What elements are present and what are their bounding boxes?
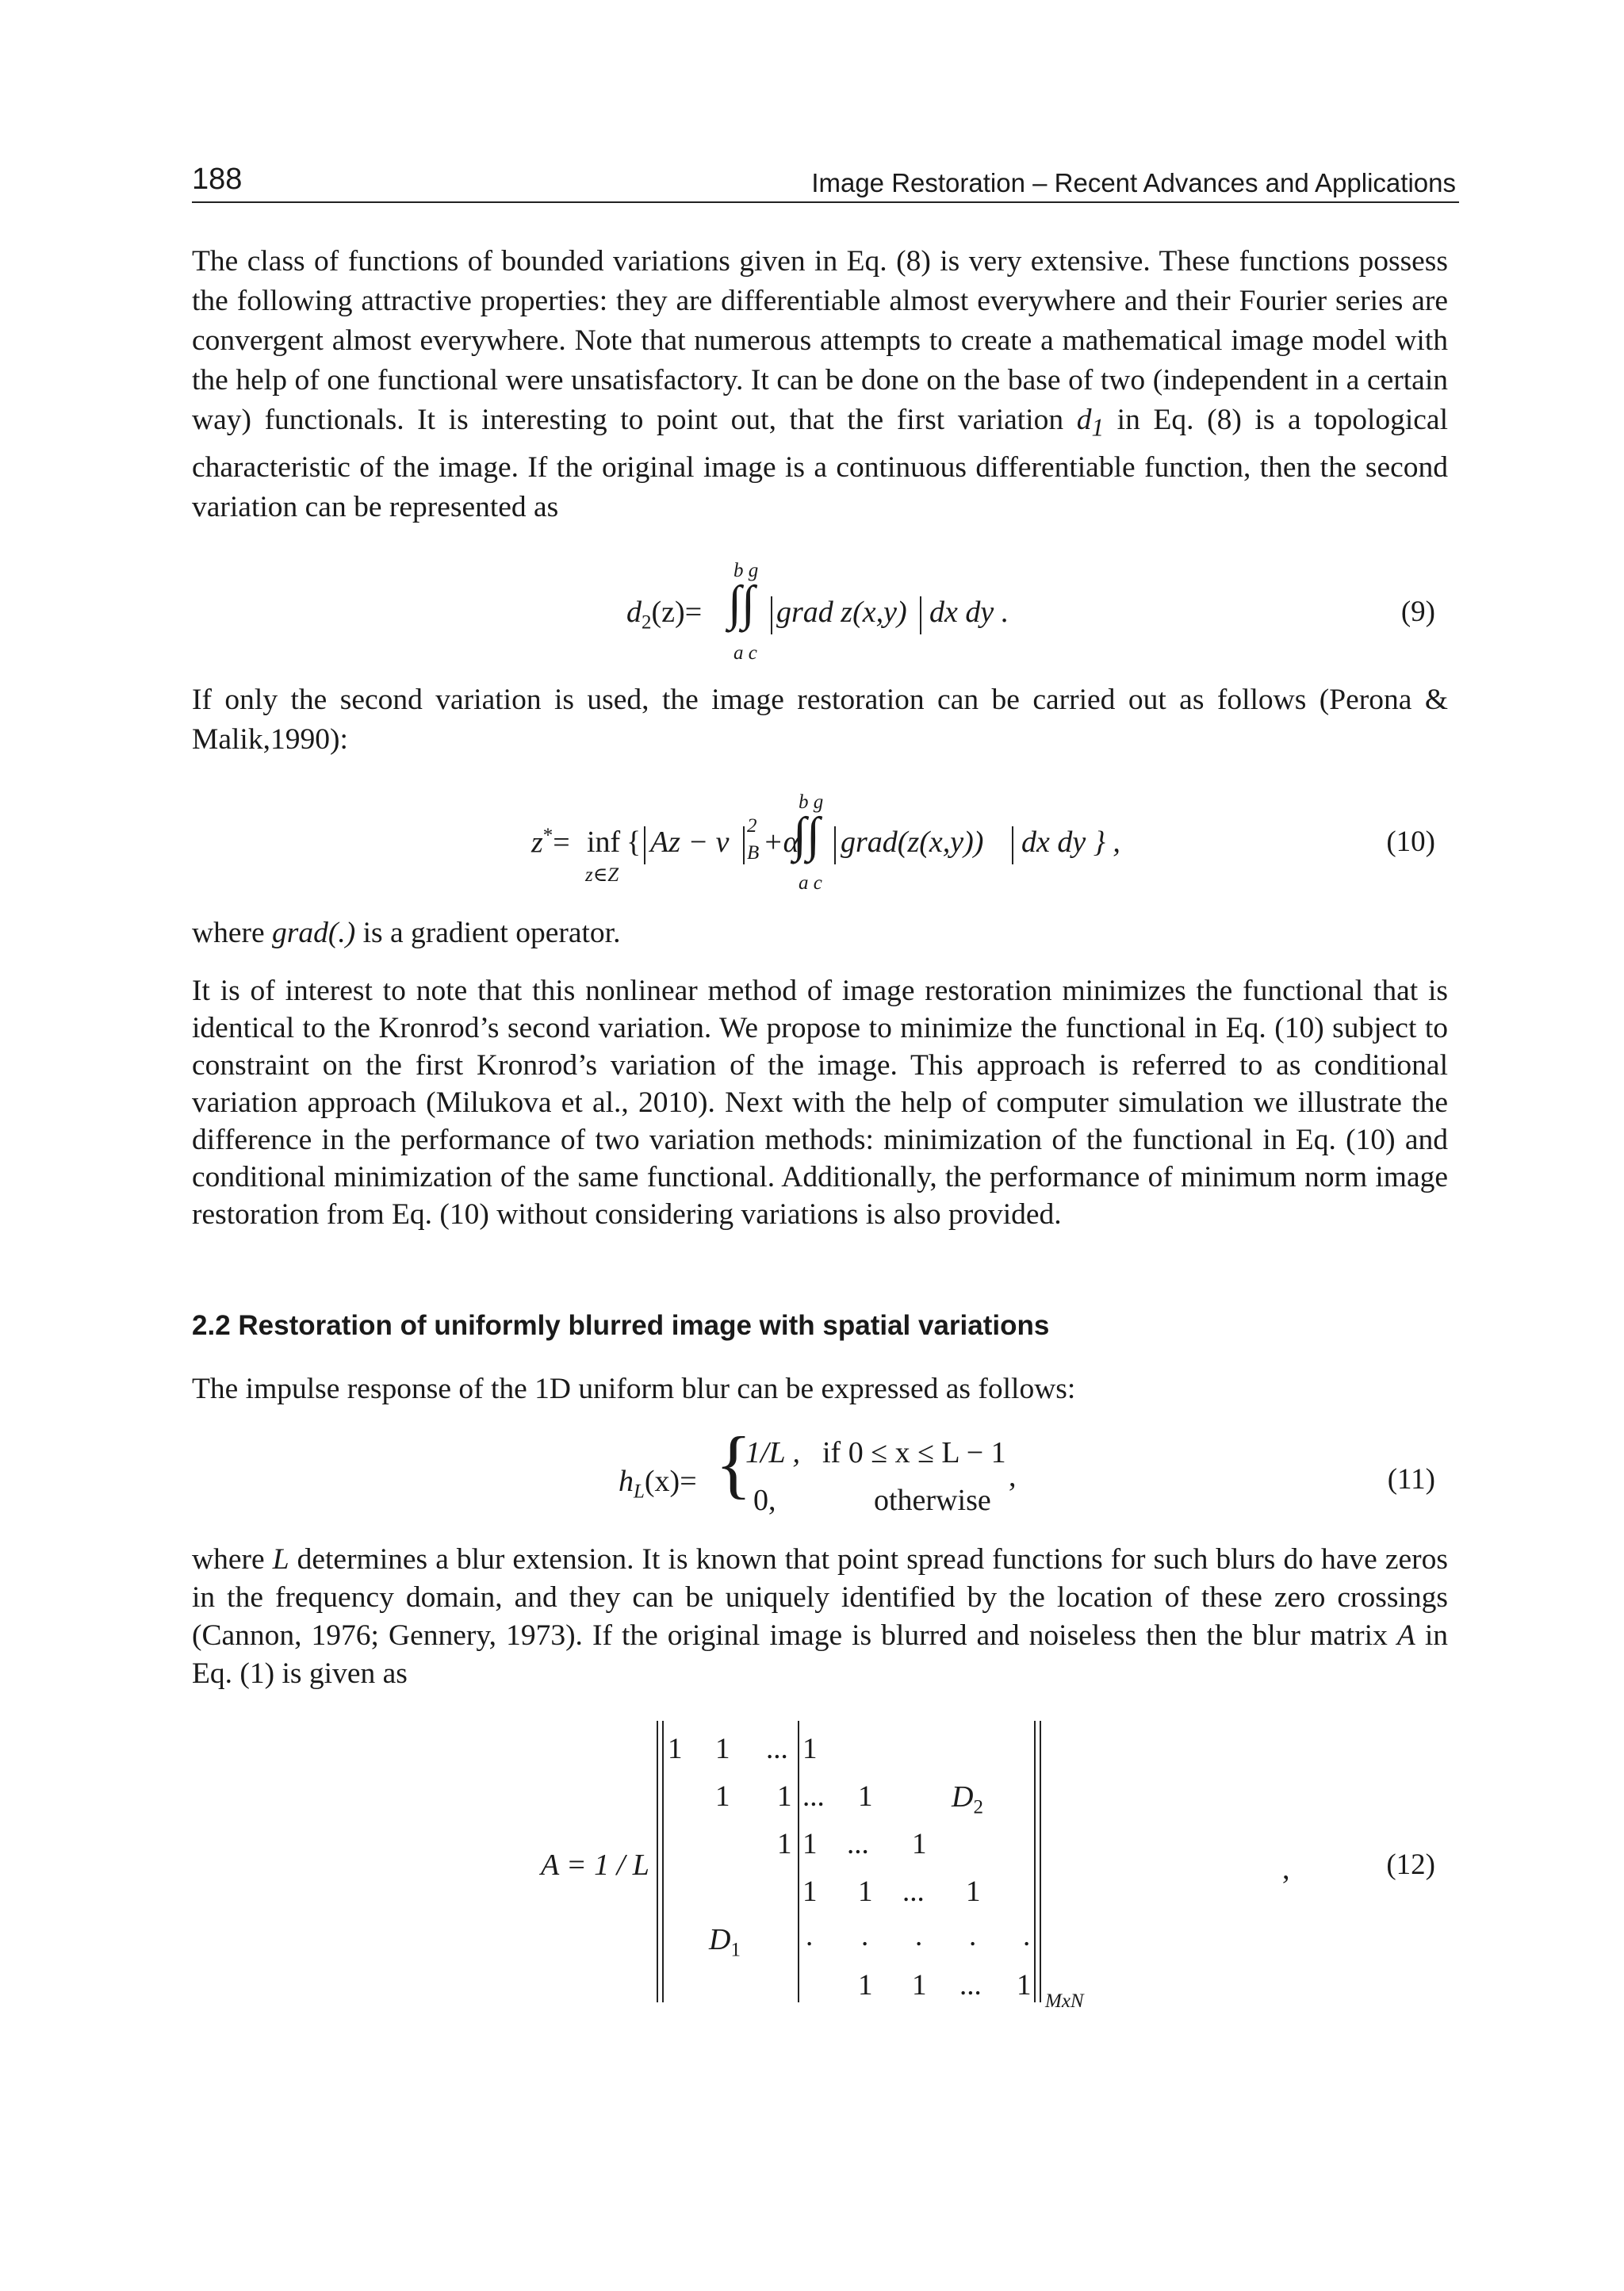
double-integral: ∫∫ (728, 577, 755, 630)
equation-9: $d_2(z)=$ b g ∫∫ a c grad z(x,y) dx dy . (9) (626, 560, 1435, 664)
equation-number: (12) (1386, 1849, 1435, 1881)
var-d: d (1076, 404, 1092, 436)
paragraph-kronrod: It is of interest to note that this nonlinear method of image restoration minimizes the functional that is identical to the Kronrod’s second variation. We propose to minimize the functional in Eq. (10) subject to constraint on the first Kronrod’s variation of the image. This approach is referred to as conditional variation approach (Milukova et al., 2010). Next with the help of computer simulation we illustrate the difference in the performance of two variation methods: minimization of the functional in Eq. (10) and conditional minimization of the same functional. Additionally, the performance of minimum norm image restoration from Eq. (10) without considering variations is also provided. (192, 975, 1448, 1231)
equation-11: $h_L(x)=$ { 1/L , if 0 ≤ x ≤ L − 1 0, otherwise , (11) (619, 1421, 1435, 1517)
running-header (192, 159, 1459, 203)
header-rule (192, 201, 1459, 203)
block-D1: $D_1$ (709, 1923, 741, 1961)
paragraph-blur-extension: where L determines a blur extension. It is known that point spread functions for such blurs do have zeros in the frequency domain, and they can be uniquely identified by the location of these zero crossings (Cannon, 1976; Gennery, 1973). If the original image is blurred and noiseless then the blur matrix A in Eq. (1) is given as (192, 1543, 1449, 1690)
paragraph-second-variation: If only the second variation is used, the image restoration can be carried out as follows (Perona & Malik,1990): (192, 684, 1448, 756)
section-heading: 2.2 Restoration of uniformly blurred image with spatial variations (192, 1310, 1050, 1341)
paragraph-bounded-variations: The class of functions of bounded variations given in Eq. (8) is very extensive. These functions possess the following attractive properties: they are differentiable almost everywhere and their Fourier series are convergent almost everywhere. Note that numerous attempts to create a mathematical image model with the help of one functional were unsatisfactory. It can be done on the base of two (independent in a certain way) functionals. It is interesting to point out, that the first variation $d_1$ in Eq. (8) is a topological characteristic of the image. If the original image is a continuous differentiable function, then the second variation can be represented as (192, 245, 1448, 523)
equation-12: A = 1 / L 1 1 ... 1 1 1 ... 1 $D_2$ 1 1 ... 1 1 1 ... 1 $D_1$ . . . . . 1 1 ... 1 MxN , (12) (192, 1721, 1448, 2014)
equation-number: (9) (1400, 596, 1435, 628)
equation-10: z*= inf z∈Z { Az − v 2 B +α b g ∫∫ a c grad(z(x,y)) dx dy } , (10) (531, 791, 1435, 894)
page-number: 188 (192, 163, 243, 196)
paragraph-gradient-operator: where grad(.) is a gradient operator. (192, 917, 621, 949)
running-title: Image Restoration – Recent Advances and Applications (811, 168, 1456, 197)
block-D2: $D_2$ (952, 1780, 983, 1818)
equation-number: (11) (1387, 1463, 1435, 1496)
paragraph-impulse-response: The impulse response of the 1D uniform blur can be expressed as follows: (192, 1373, 1076, 1405)
double-integral: ∫∫ (793, 808, 820, 862)
equation-number: (10) (1386, 826, 1435, 858)
